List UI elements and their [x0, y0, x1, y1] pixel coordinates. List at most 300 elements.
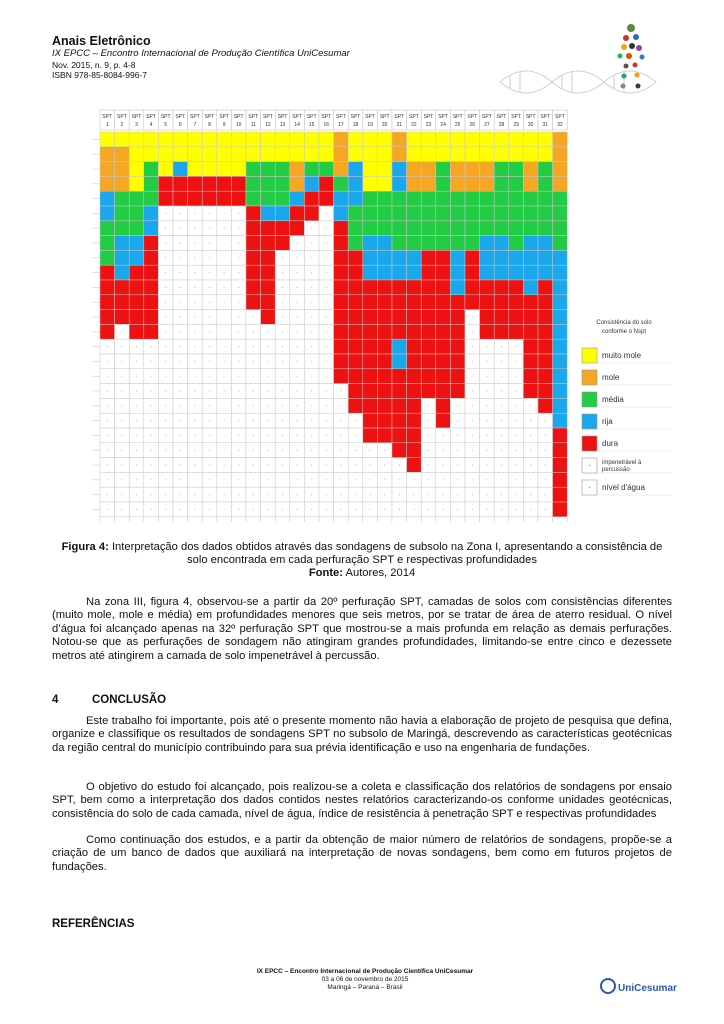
soil-cell [480, 310, 495, 325]
soil-cell [158, 191, 173, 206]
soil-cell [523, 295, 538, 310]
soil-cell [509, 310, 524, 325]
soil-cell [553, 236, 568, 251]
impenetrable-dot [209, 242, 210, 243]
impenetrable-dot [472, 316, 473, 317]
impenetrable-dot [224, 316, 225, 317]
impenetrable-dot [282, 435, 283, 436]
impenetrable-dot [326, 435, 327, 436]
soil-cell [494, 236, 509, 251]
soil-cell [538, 339, 553, 354]
impenetrable-dot [165, 376, 166, 377]
column-header-number: 12 [265, 122, 271, 128]
impenetrable-dot [443, 450, 444, 451]
impenetrable-dot [530, 479, 531, 480]
impenetrable-dot [121, 405, 122, 406]
soil-cell [553, 472, 568, 487]
impenetrable-dot [501, 435, 502, 436]
soil-cell [246, 280, 261, 295]
impenetrable-dot [121, 479, 122, 480]
impenetrable-dot [180, 420, 181, 421]
column-header-number: 20 [381, 122, 388, 128]
column-header-label: SPT [555, 114, 565, 120]
impenetrable-dot [443, 509, 444, 510]
soil-cell [290, 517, 305, 522]
soil-cell [319, 191, 334, 206]
impenetrable-dot [282, 331, 283, 332]
impenetrable-dot [165, 302, 166, 303]
soil-cell [407, 398, 422, 413]
soil-cell [319, 147, 334, 162]
impenetrable-dot [253, 494, 254, 495]
impenetrable-dot [209, 361, 210, 362]
soil-cell [129, 517, 144, 522]
soil-cell [407, 339, 422, 354]
soil-cell [144, 206, 159, 221]
isbn-info: ISBN 978-85-8084-996-7 [52, 70, 147, 80]
soil-cell [202, 162, 217, 177]
impenetrable-dot [238, 494, 239, 495]
impenetrable-dot [340, 464, 341, 465]
soil-cell [363, 236, 378, 251]
soil-cell [334, 324, 349, 339]
soil-cell [392, 398, 407, 413]
impenetrable-dot [428, 405, 429, 406]
soil-cell [231, 147, 246, 162]
soil-cell [553, 458, 568, 473]
impenetrable-dot [457, 464, 458, 465]
soil-cell [523, 236, 538, 251]
impenetrable-dot [530, 450, 531, 451]
impenetrable-dot [326, 420, 327, 421]
soil-cell [538, 191, 553, 206]
soil-cell [538, 280, 553, 295]
column-header-number: 18 [352, 122, 359, 128]
soil-cell [494, 147, 509, 162]
soil-cell [246, 132, 261, 147]
soil-cell [465, 236, 480, 251]
legend-swatch-dot [589, 487, 591, 489]
column-header-number: 5 [164, 122, 168, 128]
soil-cell [465, 132, 480, 147]
soil-cell [436, 413, 451, 428]
impenetrable-dot [370, 494, 371, 495]
impenetrable-dot [194, 302, 195, 303]
impenetrable-dot [180, 213, 181, 214]
impenetrable-dot [311, 464, 312, 465]
impenetrable-dot [107, 479, 108, 480]
page-header [52, 34, 350, 80]
soil-cell [480, 250, 495, 265]
column-header-label: SPT [306, 114, 317, 120]
impenetrable-dot [340, 405, 341, 406]
soil-cell [377, 398, 392, 413]
soil-cell [436, 324, 451, 339]
impenetrable-dot [516, 361, 517, 362]
soil-cell [421, 310, 436, 325]
caption-label: Figura 4: [61, 541, 109, 553]
column-header-number: 7 [193, 122, 197, 128]
soil-cell [421, 369, 436, 384]
soil-cell [480, 162, 495, 177]
impenetrable-dot [224, 287, 225, 288]
impenetrable-dot [194, 257, 195, 258]
conclusion-paragraph-1: Este trabalho foi importante, pois até o presente momento não havia a elaboração de projeto de pesquisa que defina, organize e classifique os resultados de sondagens SPT no subsolo de Maringá, descrevendo as características geotécnicas da região central do município contribuindo para sua prévia identificação e uso na engenharia de fundações. [52, 715, 672, 754]
column-header-number: 1 [105, 122, 109, 128]
legend-label: mole [602, 373, 620, 382]
impenetrable-dot [224, 390, 225, 391]
legend-label: nível d'água [602, 483, 645, 492]
soil-cell [348, 517, 363, 522]
soil-cell [523, 250, 538, 265]
soil-cell [158, 132, 173, 147]
impenetrable-dot [311, 257, 312, 258]
impenetrable-dot [209, 316, 210, 317]
impenetrable-dot [267, 464, 268, 465]
impenetrable-dot [121, 435, 122, 436]
impenetrable-dot [384, 479, 385, 480]
soil-cell [538, 132, 553, 147]
soil-cell [363, 324, 378, 339]
soil-cell [334, 265, 349, 280]
soil-cell [553, 398, 568, 413]
impenetrable-dot [238, 479, 239, 480]
soil-cell [421, 295, 436, 310]
impenetrable-dot [121, 361, 122, 362]
soil-cell [144, 221, 159, 236]
soil-cell [100, 236, 115, 251]
impenetrable-dot [472, 390, 473, 391]
impenetrable-dot [282, 479, 283, 480]
unicesumar-logo [600, 978, 677, 994]
impenetrable-dot [238, 242, 239, 243]
impenetrable-dot [326, 494, 327, 495]
impenetrable-dot [457, 435, 458, 436]
soil-cell [450, 339, 465, 354]
column-header-label: SPT [525, 114, 536, 120]
impenetrable-dot [486, 346, 487, 347]
soil-cell [494, 176, 509, 191]
soil-cell [494, 132, 509, 147]
impenetrable-dot [238, 361, 239, 362]
soil-cell [421, 236, 436, 251]
soil-cell [538, 398, 553, 413]
impenetrable-dot [121, 464, 122, 465]
impenetrable-dot [209, 435, 210, 436]
impenetrable-dot [107, 464, 108, 465]
section-number: 4 [52, 694, 59, 706]
impenetrable-dot [209, 420, 210, 421]
impenetrable-dot [516, 509, 517, 510]
soil-cell [509, 517, 524, 522]
impenetrable-dot [209, 257, 210, 258]
soil-cell [392, 339, 407, 354]
soil-cell [392, 310, 407, 325]
impenetrable-dot [194, 390, 195, 391]
impenetrable-dot [180, 435, 181, 436]
impenetrable-dot [297, 257, 298, 258]
impenetrable-dot [326, 257, 327, 258]
column-header-number: 32 [557, 122, 563, 128]
footer-location: Maringá – Paraná – Brasil [327, 984, 403, 991]
soil-cell [407, 354, 422, 369]
impenetrable-dot [516, 479, 517, 480]
impenetrable-dot [209, 213, 210, 214]
journal-title: Anais Eletrônico [52, 34, 151, 48]
soil-cell [363, 221, 378, 236]
column-header-number: 31 [542, 122, 549, 128]
soil-cell [129, 132, 144, 147]
impenetrable-dot [180, 509, 181, 510]
soil-cell [450, 324, 465, 339]
impenetrable-dot [253, 464, 254, 465]
impenetrable-dot [399, 479, 400, 480]
impenetrable-dot [282, 450, 283, 451]
column-header-number: 28 [498, 122, 505, 128]
column-header-number: 4 [149, 122, 153, 128]
legend-swatch [582, 414, 597, 429]
soil-cell [144, 176, 159, 191]
soil-cell [363, 295, 378, 310]
soil-cell [246, 147, 261, 162]
impenetrable-dot [224, 435, 225, 436]
soil-cell [129, 295, 144, 310]
column-header-number: 13 [279, 122, 286, 128]
soil-cell [407, 369, 422, 384]
impenetrable-dot [267, 420, 268, 421]
impenetrable-dot [238, 464, 239, 465]
soil-cell [275, 162, 290, 177]
impenetrable-dot [136, 464, 137, 465]
soil-cell [334, 250, 349, 265]
soil-cell [115, 191, 130, 206]
impenetrable-dot [194, 361, 195, 362]
impenetrable-dot [472, 346, 473, 347]
impenetrable-dot [209, 464, 210, 465]
impenetrable-dot [224, 420, 225, 421]
soil-cell [246, 517, 261, 522]
soil-cell [334, 191, 349, 206]
impenetrable-dot [194, 228, 195, 229]
impenetrable-dot [311, 509, 312, 510]
soil-cell [129, 310, 144, 325]
soil-cell [100, 191, 115, 206]
impenetrable-dot [224, 242, 225, 243]
soil-cell [246, 176, 261, 191]
soil-cell [246, 191, 261, 206]
impenetrable-dot [136, 450, 137, 451]
soil-cell [348, 176, 363, 191]
soil-cell [377, 295, 392, 310]
soil-cell [202, 176, 217, 191]
soil-cell [144, 517, 159, 522]
soil-cell [392, 132, 407, 147]
soil-cell [158, 517, 173, 522]
column-header-label: SPT [350, 114, 361, 120]
soil-cell [129, 191, 144, 206]
soil-cell [553, 324, 568, 339]
impenetrable-dot [194, 435, 195, 436]
soil-cell [217, 162, 232, 177]
soil-cell [421, 206, 436, 221]
impenetrable-dot [180, 361, 181, 362]
soil-cell [115, 250, 130, 265]
soil-cell [407, 310, 422, 325]
impenetrable-dot [282, 361, 283, 362]
impenetrable-dot [486, 405, 487, 406]
soil-cell [538, 384, 553, 399]
impenetrable-dot [224, 331, 225, 332]
soil-cell [348, 354, 363, 369]
impenetrable-dot [311, 390, 312, 391]
impenetrable-dot [311, 228, 312, 229]
impenetrable-dot [516, 405, 517, 406]
soil-cell [523, 265, 538, 280]
impenetrable-dot [209, 494, 210, 495]
soil-cell [261, 206, 276, 221]
impenetrable-dot [180, 464, 181, 465]
soil-cell [188, 191, 203, 206]
impenetrable-dot [253, 405, 254, 406]
impenetrable-dot [326, 376, 327, 377]
soil-cell [348, 369, 363, 384]
soil-cell [407, 191, 422, 206]
soil-cell [509, 265, 524, 280]
impenetrable-dot [165, 390, 166, 391]
impenetrable-dot [224, 361, 225, 362]
soil-cell [509, 191, 524, 206]
impenetrable-dot [121, 420, 122, 421]
impenetrable-dot [151, 450, 152, 451]
impenetrable-dot [516, 435, 517, 436]
impenetrable-dot [501, 376, 502, 377]
soil-cell [509, 132, 524, 147]
column-header-number: 10 [235, 122, 242, 128]
impenetrable-dot [384, 494, 385, 495]
soil-cell [553, 162, 568, 177]
impenetrable-dot [151, 435, 152, 436]
column-header-label: SPT [482, 114, 492, 120]
column-header-label: SPT [233, 114, 244, 120]
impenetrable-dot [194, 331, 195, 332]
soil-cell [144, 310, 159, 325]
impenetrable-dot [121, 346, 122, 347]
column-header-label: SPT [190, 114, 200, 120]
soil-cell [553, 443, 568, 458]
impenetrable-dot [136, 376, 137, 377]
impenetrable-dot [209, 331, 210, 332]
soil-cell [304, 162, 319, 177]
impenetrable-dot [443, 464, 444, 465]
impenetrable-dot [457, 420, 458, 421]
dna-figure-logo [496, 20, 676, 98]
impenetrable-dot [282, 405, 283, 406]
impenetrable-dot [165, 435, 166, 436]
impenetrable-dot [107, 376, 108, 377]
impenetrable-dot [209, 272, 210, 273]
soil-cell [480, 517, 495, 522]
impenetrable-dot [238, 509, 239, 510]
impenetrable-dot [121, 376, 122, 377]
impenetrable-dot [355, 494, 356, 495]
impenetrable-dot [180, 242, 181, 243]
legend-title-2: conforme o Nspt [601, 329, 647, 335]
soil-cell [421, 280, 436, 295]
soil-cell [538, 265, 553, 280]
column-header-label: SPT [511, 114, 521, 120]
soil-cell [553, 369, 568, 384]
soil-cell [421, 221, 436, 236]
soil-cell [436, 280, 451, 295]
impenetrable-dot [107, 509, 108, 510]
soil-cell [421, 132, 436, 147]
soil-cell [538, 147, 553, 162]
soil-cell [392, 443, 407, 458]
impenetrable-dot [121, 494, 122, 495]
soil-cell [450, 176, 465, 191]
impenetrable-dot [545, 494, 546, 495]
impenetrable-dot [224, 494, 225, 495]
soil-cell [509, 221, 524, 236]
soil-cell [450, 354, 465, 369]
soil-cell [100, 147, 115, 162]
impenetrable-dot [165, 464, 166, 465]
soil-cell [363, 384, 378, 399]
soil-cell [129, 206, 144, 221]
impenetrable-dot [121, 390, 122, 391]
soil-cell [465, 191, 480, 206]
soil-cell [363, 147, 378, 162]
soil-cell [523, 310, 538, 325]
column-header-number: 6 [178, 122, 182, 128]
column-header-label: SPT [336, 114, 346, 120]
logo-text: UniCesumar [618, 983, 677, 994]
impenetrable-dot [340, 435, 341, 436]
impenetrable-dot [238, 405, 239, 406]
column-header-label: SPT [540, 114, 551, 120]
column-header-number: 8 [208, 122, 211, 128]
impenetrable-dot [472, 450, 473, 451]
impenetrable-dot [165, 405, 166, 406]
soil-cell [421, 384, 436, 399]
soil-cell [538, 310, 553, 325]
impenetrable-dot [297, 242, 298, 243]
impenetrable-dot [224, 509, 225, 510]
impenetrable-dot [267, 376, 268, 377]
impenetrable-dot [472, 420, 473, 421]
impenetrable-dot [180, 228, 181, 229]
soil-cell [523, 384, 538, 399]
soil-cell [363, 413, 378, 428]
soil-cell [348, 310, 363, 325]
soil-cell [261, 310, 276, 325]
soil-cell [202, 517, 217, 522]
soil-cell [363, 310, 378, 325]
legend-label: rija [602, 417, 613, 426]
soil-cell [407, 162, 422, 177]
soil-cell [465, 147, 480, 162]
impenetrable-dot [136, 390, 137, 391]
impenetrable-dot [282, 257, 283, 258]
soil-cell [261, 147, 276, 162]
soil-cell [538, 162, 553, 177]
impenetrable-dot [267, 509, 268, 510]
soil-cell [436, 132, 451, 147]
column-header-label: SPT [146, 114, 156, 120]
soil-cell [407, 250, 422, 265]
column-header-label: SPT [248, 114, 259, 120]
soil-cell [421, 147, 436, 162]
